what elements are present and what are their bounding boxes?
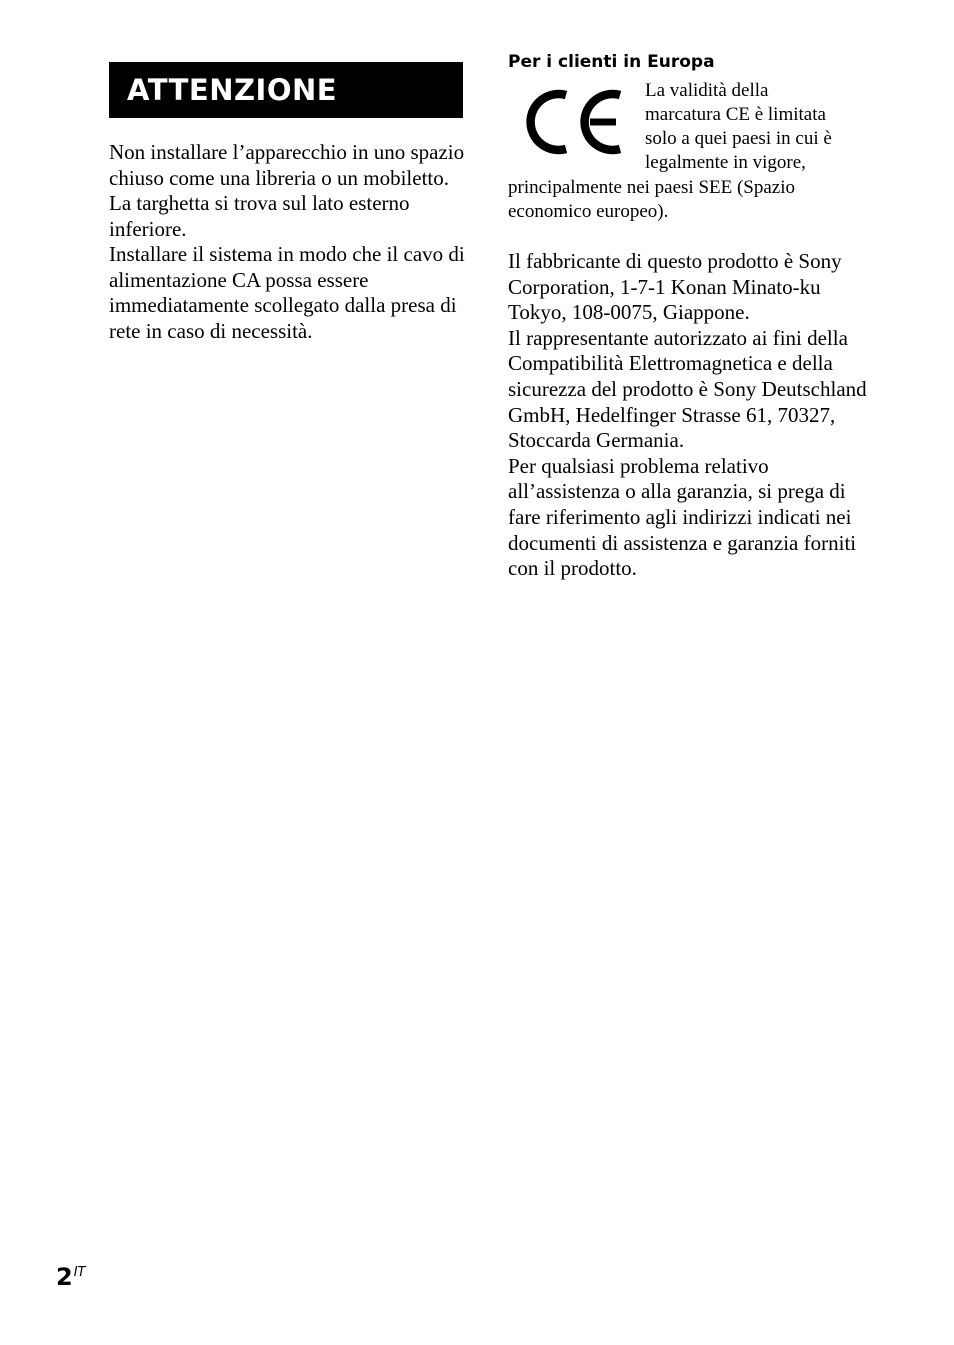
page-language-code: IT <box>73 1265 86 1280</box>
ce-continuation-line: principalmente nei paesi SEE (Spazio <box>508 177 796 198</box>
left-column <box>109 140 469 344</box>
ce-validity-line: La validità della <box>645 80 769 101</box>
assistance-paragraph: Per qualsiasi problema relativo all’assistenza o alla garanzia, si prega di fare riferimento agli indirizzi indicati nei documenti di assistenza e garanzia forniti con il prodotto. <box>508 453 857 581</box>
authorized-representative-paragraph: Il rappresentante autorizzato ai fini della Compatibilità Elettromagnetica e della sicurezza del prodotto è Sony Deutschland GmbH, Hedelfinger Strasse 61, 70327, Stoccarda Germania. <box>508 325 867 453</box>
europe-customers-subheading: Per i clienti in Europa <box>508 52 715 72</box>
right-column <box>508 51 868 582</box>
attenzione-heading-bar <box>109 62 463 118</box>
page-number <box>56 1263 85 1291</box>
ce-validity-line: legalmente in vigore, <box>645 152 806 173</box>
ce-validity-line: solo a quei paesi in cui è <box>645 128 832 149</box>
power-cord-paragraph: Installare il sistema in modo che il cavo di alimentazione CA possa essere immediatamente scollegato dalla presa di rete in caso di necessità. <box>109 242 465 343</box>
nameplate-paragraph: La targhetta si trova sul lato esterno inferiore. <box>109 191 410 241</box>
ce-validity-text <box>645 79 875 175</box>
installation-warning-paragraph: Non installare l’apparecchio in uno spazio chiuso come una libreria o un mobiletto. <box>109 140 465 190</box>
ce-continuation-line: economico europeo). <box>508 201 669 222</box>
manufacturer-paragraph: Il fabbricante di questo prodotto è Sony Corporation, 1-7-1 Konan Minato-ku Tokyo, 108-0075, Giappone. <box>508 249 842 325</box>
page-number-value: 2 <box>56 1263 73 1291</box>
paragraph-gap <box>508 224 868 249</box>
attenzione-heading: ATTENZIONE <box>127 73 338 107</box>
ce-validity-line: marcatura CE è limitata <box>645 104 826 125</box>
ce-validity-continuation <box>508 176 868 224</box>
ce-marking-block <box>508 79 868 176</box>
ce-mark-icon <box>520 83 626 161</box>
